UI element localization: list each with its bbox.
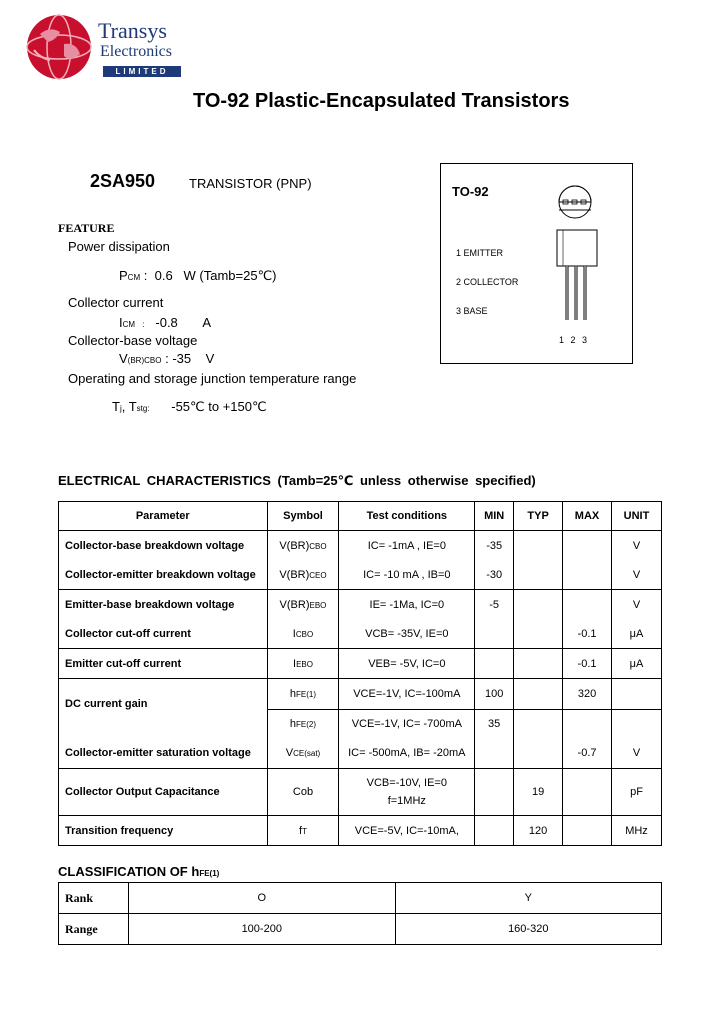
cell-max: 320 — [563, 679, 612, 710]
ec-title: ELECTRICAL CHARACTERISTICS (Tamb=25℃ unless otherwise specified) — [58, 473, 536, 488]
range-label: Range — [59, 914, 129, 945]
pin1-label: 1 EMITTER — [456, 248, 504, 258]
cell-min: -30 — [475, 560, 514, 590]
voltage-label: Collector-base voltage — [68, 333, 198, 348]
symbol-text: h — [289, 718, 297, 730]
rank-row — [59, 883, 662, 914]
cell-unit: V — [612, 531, 662, 561]
symbol-subscript: CE(sat) — [293, 749, 321, 758]
conditions-text: VCE=-1V, IC= -700mA — [351, 718, 462, 730]
cell-min — [475, 738, 514, 769]
ec-header-parameter: Parameter — [59, 502, 268, 531]
cell-max — [563, 769, 612, 816]
pin3-label: 3 BASE — [456, 306, 488, 316]
cell-conditions — [339, 619, 475, 649]
vcbo-unit: V — [205, 351, 215, 366]
cell-param — [59, 710, 268, 739]
symbol-subscript: CBO — [309, 541, 327, 551]
cell-max — [563, 816, 612, 846]
cell-max: -0.7 — [563, 738, 612, 769]
cell-symbol — [267, 816, 339, 846]
symbol-text: I — [292, 627, 296, 640]
icm-separator: : — [142, 320, 145, 329]
icm-unit: A — [202, 315, 212, 330]
cell-typ — [514, 590, 563, 620]
symbol-subscript: FE(2) — [296, 720, 317, 729]
package-title: TO-92 — [452, 184, 489, 199]
cell-param: Transition frequency — [59, 816, 268, 846]
cell-unit — [612, 710, 662, 739]
symbol-subscript: FE(1) — [296, 690, 317, 699]
pcm-subscript: CM — [127, 273, 141, 282]
cell-unit: V — [612, 590, 662, 620]
cell-min: 100 — [475, 679, 514, 710]
vcbo-symbol: V — [119, 351, 128, 366]
ec-header-min: MIN — [475, 502, 514, 531]
symbol-text: V — [285, 747, 294, 759]
rank-o: O — [129, 883, 396, 914]
conditions-text: IC= -1mA , IE=0 — [367, 539, 446, 552]
cell-param: Collector Output Capacitance — [59, 769, 268, 816]
cell-min — [475, 769, 514, 816]
symbol-text: h — [289, 688, 297, 700]
cell-typ — [514, 531, 563, 561]
cell-conditions — [339, 531, 475, 561]
cell-typ — [514, 560, 563, 590]
to92-drawing — [541, 182, 621, 352]
pcm-unit: W (Tamb=25℃) — [183, 268, 277, 283]
vcbo-value: -35 — [172, 351, 192, 366]
classification-title-sub: FE(1) — [199, 869, 220, 878]
vcbo-separator: : — [165, 351, 169, 366]
cell-symbol — [267, 769, 339, 816]
cell-typ: 19 — [514, 769, 563, 816]
cell-param: Collector-emitter saturation voltage — [59, 738, 268, 769]
feature-heading: FEATURE — [58, 221, 115, 235]
cell-typ: 120 — [514, 816, 563, 846]
cell-symbol — [267, 531, 339, 561]
cell-unit: pF — [612, 769, 662, 816]
table-row — [59, 590, 662, 620]
cell-min: -35 — [475, 531, 514, 561]
symbol-subscript: CBO — [295, 629, 314, 639]
cell-symbol — [267, 649, 339, 679]
table-row — [59, 710, 662, 739]
cell-max: -0.1 — [563, 649, 612, 679]
part-number: 2SA950 — [90, 171, 156, 191]
cell-typ — [514, 710, 563, 739]
table-row — [59, 738, 662, 769]
cell-conditions — [339, 710, 475, 739]
icm-subscript: CM — [122, 320, 136, 329]
conditions-text-2: f=1MHz — [387, 795, 426, 807]
conditions-text: IC= -10 mA , IB=0 — [363, 568, 451, 581]
icm-line — [119, 315, 211, 330]
conditions-text: VCE=-5V, IC=-10mA, — [354, 824, 459, 837]
cell-min — [475, 649, 514, 679]
symbol-text: V(BR) — [279, 568, 310, 581]
symbol-subscript: T — [302, 826, 307, 836]
company-logo — [26, 14, 92, 80]
cell-min — [475, 619, 514, 649]
ec-header-symbol: Symbol — [267, 502, 339, 531]
symbol-text: Cob — [292, 786, 314, 798]
symbol-text: I — [293, 657, 297, 670]
cell-typ — [514, 738, 563, 769]
temp-value: -55℃ to +150℃ — [171, 399, 267, 414]
conditions-text: VEB= -5V, IC=0 — [368, 657, 446, 670]
temp-line — [112, 399, 267, 415]
globe-icon — [26, 14, 92, 80]
package-diagram — [440, 163, 633, 364]
temp-separator: : — [147, 404, 150, 413]
cell-conditions — [339, 560, 475, 590]
rank-label: Rank — [59, 883, 129, 914]
table-row — [59, 619, 662, 649]
cell-param: Emitter-base breakdown voltage — [59, 590, 268, 620]
range-y: 160-320 — [395, 914, 662, 945]
pcm-value: 0.6 — [154, 268, 173, 283]
cell-min — [475, 816, 514, 846]
cell-min: 35 — [475, 710, 514, 739]
conditions-text: VCB=-10V, IE=0 — [366, 777, 447, 789]
cell-symbol — [267, 738, 339, 769]
power-label: Power dissipation — [68, 239, 170, 254]
vcbo-line — [119, 351, 214, 366]
ec-header-max: MAX — [563, 502, 612, 531]
table-row — [59, 816, 662, 846]
rank-y: Y — [395, 883, 662, 914]
cell-typ — [514, 679, 563, 710]
cell-max — [563, 560, 612, 590]
cell-unit: MHz — [612, 816, 662, 846]
temp-label: Operating and storage junction temperature range — [68, 371, 357, 386]
logo-line1: Transys — [98, 18, 167, 43]
classification-table — [58, 882, 662, 945]
cell-symbol — [267, 679, 339, 710]
cell-conditions — [339, 649, 475, 679]
cell-conditions — [339, 590, 475, 620]
cell-min: -5 — [475, 590, 514, 620]
cell-symbol — [267, 619, 339, 649]
cell-conditions — [339, 738, 475, 769]
pin-numbers: 1 2 3 — [559, 335, 590, 345]
cell-unit: μA — [612, 649, 662, 679]
table-row — [59, 769, 662, 816]
cell-max — [563, 590, 612, 620]
icm-symbol: I — [119, 315, 123, 330]
temp-mid: , T — [121, 399, 137, 414]
icm-value: -0.8 — [155, 315, 178, 330]
temp-symbol: T — [112, 399, 120, 414]
cell-max — [563, 710, 612, 739]
cell-param: Collector-emitter breakdown voltage — [59, 560, 268, 590]
temp-sub-stg: stg — [136, 404, 148, 413]
cell-symbol — [267, 560, 339, 590]
pcm-symbol: P — [119, 268, 128, 283]
cell-symbol — [267, 710, 339, 739]
logo-line3: LIMITED — [103, 66, 181, 77]
pin2-label: 2 COLLECTOR — [456, 277, 519, 287]
pcm-separator: : — [143, 268, 148, 283]
cell-typ — [514, 619, 563, 649]
pcm-line — [119, 268, 277, 284]
classification-title-text: CLASSIFICATION OF h — [58, 864, 200, 879]
cell-typ — [514, 649, 563, 679]
cell-max — [563, 531, 612, 561]
conditions-text: VCB= -35V, IE=0 — [365, 627, 449, 640]
cell-param: Emitter cut-off current — [59, 649, 268, 679]
current-label: Collector current — [68, 295, 164, 310]
cell-param: Collector cut-off current — [59, 619, 268, 649]
conditions-text: IE= -1Ma, IC=0 — [369, 598, 445, 611]
table-row — [59, 649, 662, 679]
ec-header-conditions: Test conditions — [339, 502, 475, 531]
conditions-text: IC= -500mA, IB= -20mA — [348, 747, 466, 759]
symbol-subscript: CEO — [309, 570, 327, 580]
ec-header-typ: TYP — [514, 502, 563, 531]
cell-conditions — [339, 679, 475, 710]
ec-header-row — [59, 502, 662, 531]
cell-conditions — [339, 816, 475, 846]
conditions-text: VCE=-1V, IC=-100mA — [353, 688, 461, 700]
symbol-subscript: EBO — [296, 659, 313, 669]
range-o: 100-200 — [129, 914, 396, 945]
cell-symbol — [267, 590, 339, 620]
vcbo-subscript: (BR)CBO — [127, 356, 162, 365]
part-description: TRANSISTOR (PNP) — [189, 176, 312, 191]
cell-conditions — [339, 769, 475, 816]
cell-max: -0.1 — [563, 619, 612, 649]
symbol-subscript: EBO — [309, 600, 327, 610]
table-row — [59, 531, 662, 561]
cell-unit — [612, 679, 662, 710]
page-title: TO-92 Plastic-Encapsulated Transistors — [193, 90, 570, 112]
classification-title — [58, 864, 219, 879]
cell-unit: V — [612, 560, 662, 590]
symbol-text: V(BR) — [279, 539, 310, 552]
symbol-text: V(BR) — [279, 598, 310, 611]
table-row — [59, 560, 662, 590]
cell-param: Collector-base breakdown voltage — [59, 531, 268, 561]
cell-unit: V — [612, 738, 662, 769]
ec-table — [58, 501, 662, 846]
logo-line2: Electronics — [100, 43, 172, 60]
cell-unit: μA — [612, 619, 662, 649]
symbol-text: f — [299, 824, 303, 837]
cell-param: DC current gain — [59, 679, 268, 710]
range-row — [59, 914, 662, 945]
temp-sub-j: j — [119, 404, 122, 413]
table-row — [59, 679, 662, 710]
ec-header-unit: UNIT — [612, 502, 662, 531]
